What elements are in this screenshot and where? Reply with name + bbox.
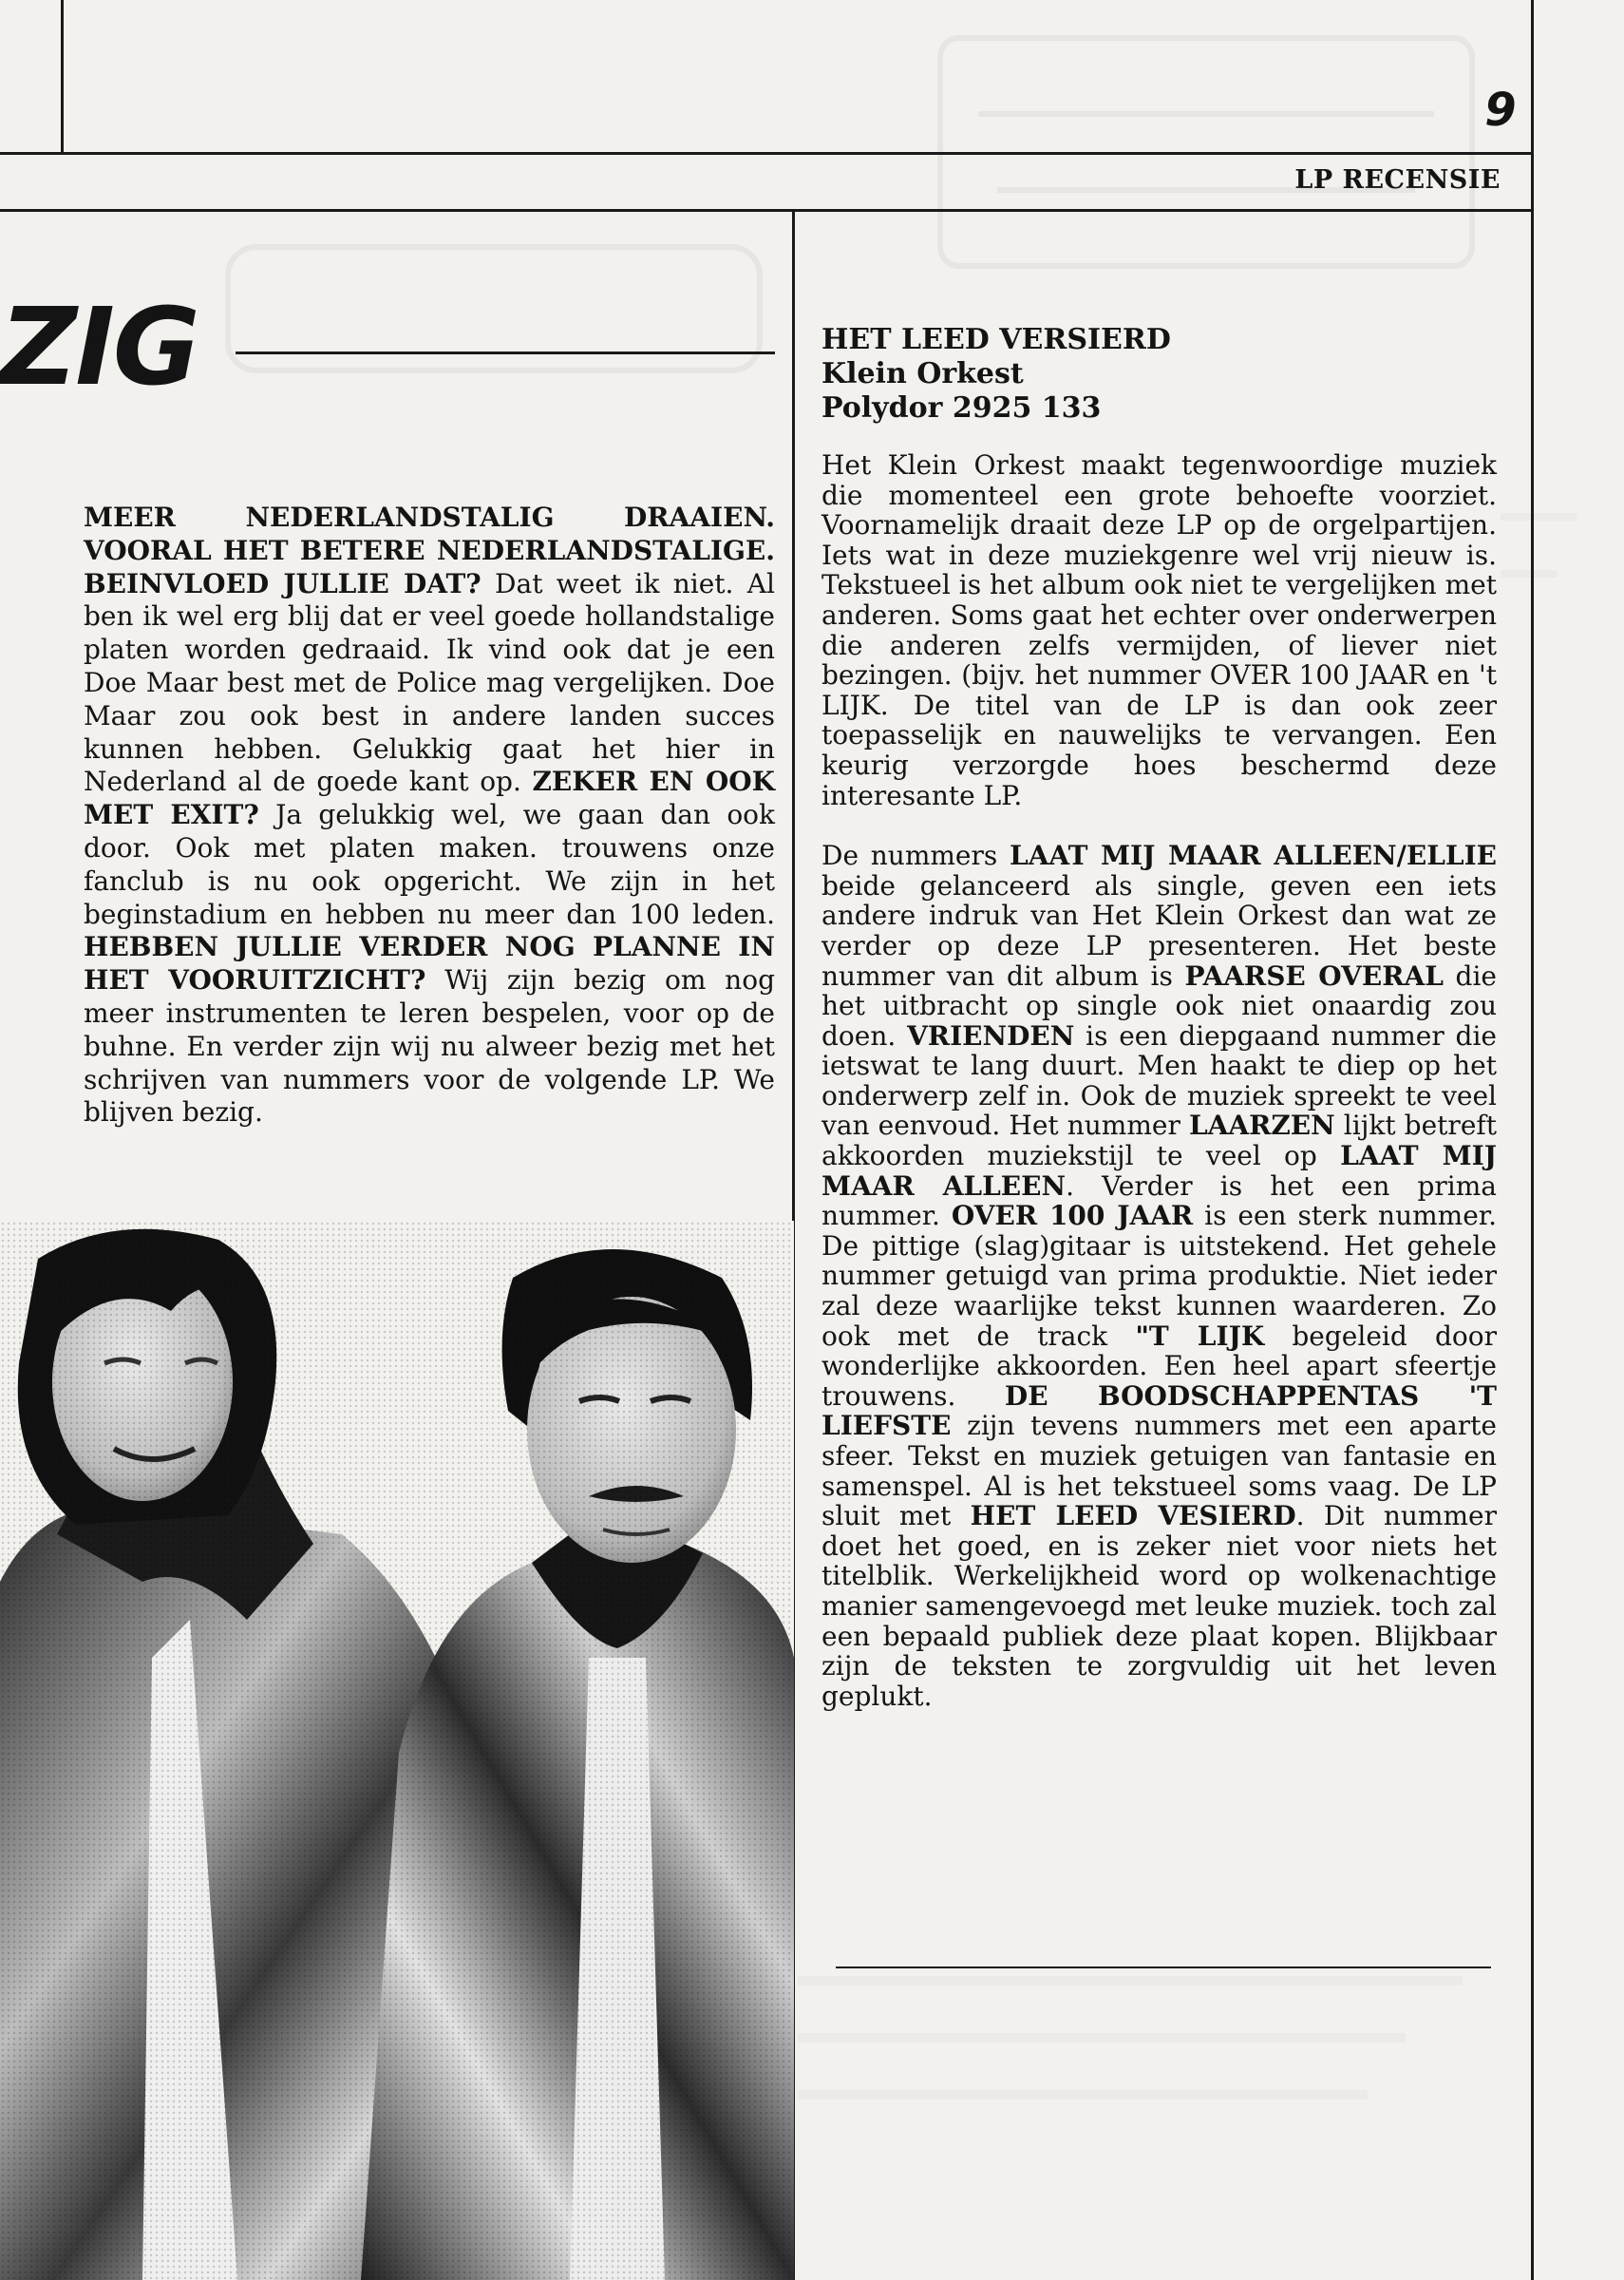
bold-run: LAAT MIJ MAAR ALLEEN	[821, 1140, 1497, 1202]
text-run: Dat weet ik niet. Al ben ik wel erg blij dat er veel goede hollandstalige platen worden gedraaid. Ik vind ook dat je een Doe Maar best met de Police mag vergelijken. Doe Maar zou ook best in andere landen succes kunnen hebben. Gelukkig gaat het hier in Nederland al de goede kant op.	[84, 567, 775, 798]
text-run: is een diepgaand nummer die ietswat te lang duurt. Men haakt te diep op het onderwerp zelf in. Ook de muziek spreekt te veel van eenvoud. Het nummer	[821, 1019, 1497, 1142]
bold-run: OVER 100 JAAR	[951, 1200, 1194, 1232]
frame-rule-top	[0, 152, 1534, 155]
review-album-title: HET LEED VERSIERD	[821, 323, 1171, 356]
text-run: Het Klein Orkest maakt tegenwoordige muziek die momenteel een grote behoefte voorziet. Voornamelijk draait deze LP op de orgelpartijen. Iets wat in deze muziekgenre wel vrij nieuw is. Tekstueel is het album ook niet te vergelijken met anderen. Soms gaat het echter over onderwerpen die anderen zelfs vermijden, of liever niet bezingen. (bijv. het nummer OVER 100 JAAR en 't LIJK. De titel van de LP is dan ook zeer toepasselijk en nauwelijks te vervangen. Een keurig verzorgde hoes beschermd deze interesante LP.	[821, 449, 1497, 811]
bold-run: HEBBEN JULLIE VERDER NOG PLANNE IN HET VOORUITZICHT?	[84, 931, 775, 997]
bold-run: MEER NEDERLANDSTALIG DRAAIEN. VOORAL HET BETERE NEDERLANDSTALIGE. BEINVLOED JULLIE DAT?	[84, 502, 775, 599]
review-label: Polydor 2925 133	[821, 391, 1102, 425]
bold-run: "T LIJK	[1135, 1320, 1265, 1352]
text-run: beide gelanceerd als single, geven een iets andere indruk van Het Klein Orkest dan wat ze verder op deze LP presenteren. Het beste nummer van dit album is	[821, 869, 1497, 992]
band-photo	[0, 1221, 794, 2280]
bold-run: LAAT MIJ MAAR ALLEEN/ELLIE	[1010, 840, 1498, 872]
text-run: begeleid door wonderlijke akkoorden. Een heel apart sfeertje trouwens.	[821, 1320, 1497, 1412]
bold-run: DE BOODSCHAPPENTAS 'T LIEFSTE	[821, 1379, 1497, 1442]
bold-run: LAARZEN	[1188, 1110, 1335, 1142]
text-run: lijkt betreft akkoorden muziekstijl te veel op	[821, 1110, 1498, 1172]
paragraph	[84, 502, 775, 1130]
text-run: is een sterk nummer. De pittige (slag)gitaar is uitstekend. Het gehele nummer getuigd van prima produktie. Niet ieder zal deze waarlijke tekst kunnen waarderen. Zo ook met de track	[821, 1200, 1497, 1352]
text-run: . Verder is het een prima nummer.	[821, 1169, 1497, 1232]
text-run: De nummers	[821, 840, 1010, 872]
frame-rule-right	[1531, 0, 1534, 2280]
page-number: 9	[1484, 84, 1517, 137]
interview-headline: ZIG	[0, 286, 198, 409]
bold-run: VRIENDEN	[907, 1019, 1075, 1052]
bold-run: HET LEED VESIERD	[970, 1500, 1296, 1532]
text-run: Wij zijn bezig om nog meer instrumenten te leren bespelen, voor op de buhne. En verder zijn wij nu alweer bezig met het schrijven van nummers voor de volgende LP. We blijven bezig.	[84, 964, 775, 1129]
review-end-rule	[836, 1966, 1491, 1968]
review-artist: Klein Orkest	[821, 357, 1024, 390]
text-run: Ja gelukkig wel, we gaan dan ook door. Ook met platen maken. trouwens onze fanclub is nu ook opgericht. We zijn in het beginstadium en hebben nu meer dan 100 leden.	[84, 799, 776, 930]
text-run: die het uitbracht op single ook niet onaardig zou doen.	[821, 960, 1497, 1052]
paragraph	[821, 841, 1497, 1711]
bold-run: PAARSE OVERAL	[1184, 960, 1444, 992]
text-run: zijn tevens nummers met een aparte sfeer. Tekst en muziek getuigen van fantasie en samenspel. Al is het tekstueel soms vaag. De LP sluit met	[821, 1410, 1497, 1532]
text-run: . Dit nummer doet het goed, en is zeker niet voor niets het titelblik. Werkelijkheid word op wolkenachtige manier samengevoegd met leuke muziek. toch zal een bepaald publiek deze plaat kopen. Blijkbaar zijn de teksten te zorgvuldig uit het leven geplukt.	[821, 1500, 1497, 1712]
frame-rule-left	[61, 0, 64, 152]
paragraph	[821, 450, 1497, 810]
frame-rule-bottom	[0, 209, 1534, 212]
review-text	[821, 450, 1497, 1741]
bold-run: ZEKER EN OOK MET EXIT?	[84, 766, 775, 831]
interview-text	[84, 502, 775, 1130]
section-label: LP RECENSIE	[1294, 165, 1501, 195]
review-heading	[821, 323, 1486, 426]
headline-rule	[236, 352, 775, 354]
